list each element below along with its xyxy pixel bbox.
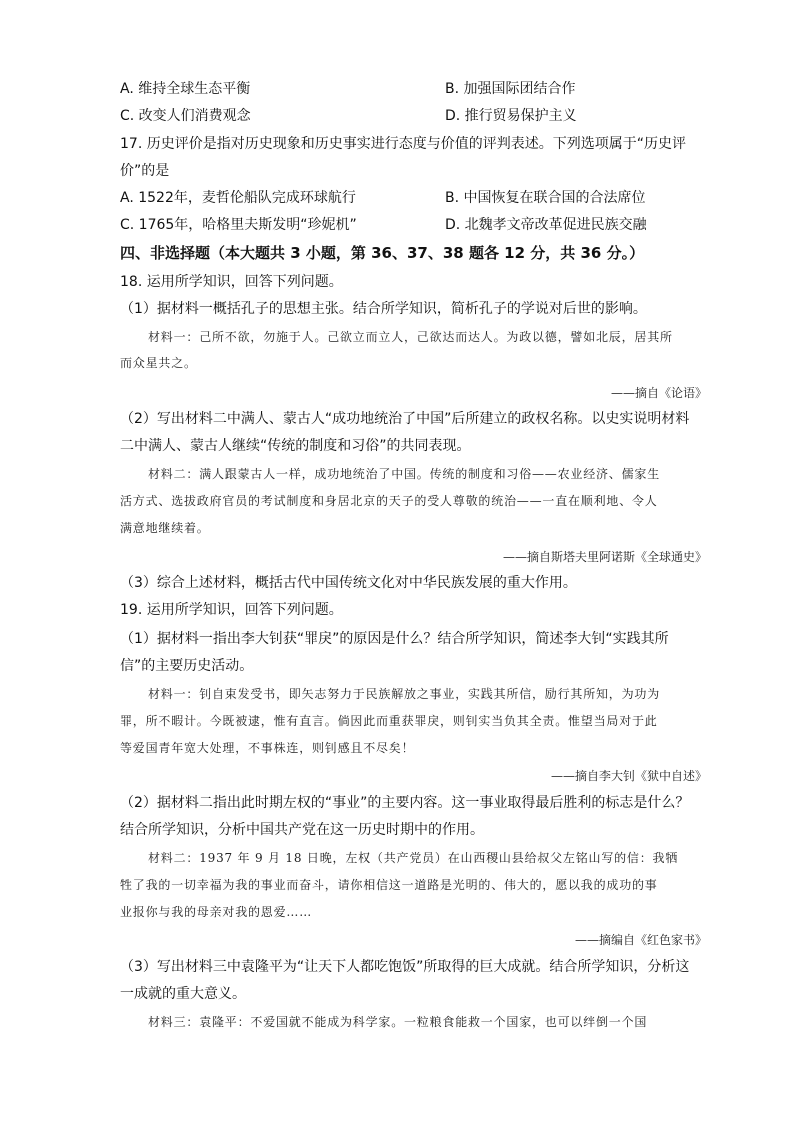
q18-sub3: （3）综合上述材料，概括古代中国传统文化对中华民族发展的重大作用。: [120, 575, 577, 591]
q19-material2-source: ——摘编自《红色家书》: [574, 933, 707, 947]
q18-material2-cont1: 活方式、选拔政府官员的考试制度和身居北京的天子的受人尊敬的统治——一直在顺利地、令人: [120, 494, 658, 508]
q17-option-b: B. 中国恢复在联合国的合法席位: [445, 190, 646, 206]
q18-sub2: （2）写出材料二中满人、蒙古人“成功地统治了中国”后所建立的政权名称。以史实说明材料: [120, 411, 690, 427]
q19-sub1: （1）据材料一指出李大钊获“罪戾”的原因是什么？结合所学知识，简述李大钊“实践其所: [120, 631, 669, 647]
q19-title: 19. 运用所学知识，回答下列问题。: [120, 602, 343, 618]
q18-material2: 材料二：满人跟蒙古人一样，成功地统治了中国。传统的制度和习俗——农业经济、儒家生: [148, 467, 661, 481]
q18-material1-source: ——摘自《论语》: [610, 386, 707, 400]
q19-material2-cont2: 业报你与我的母亲对我的恩爱……: [120, 905, 313, 919]
q19-sub2-cont: 结合所学知识，分析中国共产党在这一历史时期中的作用。: [120, 822, 484, 838]
q19-sub3: （3）写出材料三中袁隆平为“让天下人都吃饱饭”所取得的巨大成就。结合所学知识，分析这: [120, 959, 690, 975]
q19-sub3-cont: 一成就的重大意义。: [120, 986, 246, 1002]
q18-title: 18. 运用所学知识，回答下列问题。: [120, 274, 343, 290]
q16-option-b: B. 加强国际团结合作: [445, 81, 576, 97]
q16-option-d: D. 推行贸易保护主义: [445, 108, 577, 124]
q19-material1-cont1: 罪，所不暇计。今既被逮，惟有直言。倘因此而重获罪戾，则钊实当负其全责。惟望当局对于此: [120, 714, 658, 728]
q19-sub1-cont: 信”的主要历史活动。: [120, 658, 254, 674]
q17-stem-cont: 价”的是: [120, 163, 170, 179]
q18-material2-source: ——摘自斯塔夫里阿诺斯《全球通史》: [502, 550, 707, 564]
q18-sub2-cont: 二中满人、蒙古人继续“传统的制度和习俗”的共同表现。: [120, 438, 471, 454]
section-heading: 四、非选择题（本大题共 3 小题，第 36、37、38 题各 12 分，共 36 分。）: [120, 244, 645, 262]
q19-material2-cont1: 牲了我的一切幸福为我的事业而奋斗，请你相信这一道路是光明的、伟大的，愿以我的成功的事: [120, 878, 658, 892]
q18-material1-cont: 而众星共之。: [120, 356, 197, 370]
q18-material2-cont2: 满意地继续着。: [120, 521, 210, 535]
q19-material1-cont2: 等爱国青年宽大处理，不事株连，则钊感且不尽矣！: [120, 741, 415, 755]
q17-option-d: D. 北魏孝文帝改革促进民族交融: [445, 217, 647, 233]
q16-option-c: C. 改变人们消费观念: [120, 108, 251, 124]
q18-material1: 材料一：己所不欲，勿施于人。己欲立而立人，己欲达而达人。为政以德，譬如北辰，居其所: [148, 330, 673, 344]
q17-stem: 17. 历史评价是指对历史现象和历史事实进行态度与价值的评判表述。下列选项属于“历史评: [120, 136, 686, 152]
q17-option-a: A. 1522年，麦哲伦船队完成环球航行: [120, 190, 356, 206]
q19-sub2: （2）据材料二指出此时期左权的“事业”的主要内容。这一事业取得最后胜利的标志是什么？: [120, 795, 690, 811]
q19-material1: 材料一：钊自束发受书，即矢志努力于民族解放之事业，实践其所信，励行其所知，为功为: [148, 687, 661, 701]
q16-option-a: A. 维持全球生态平衡: [120, 81, 251, 97]
q19-material3: 材料三：袁隆平：不爱国就不能成为科学家。一粒粮食能救一个国家，也可以绊倒一个国: [148, 1015, 648, 1029]
q19-material2: 材料二：1937 年 9 月 18 日晚，左权（共产党员）在山西稷山县给叔父左铭山写的信：我牺: [148, 851, 679, 865]
q18-sub1: （1）据材料一概括孔子的思想主张。结合所学知识，简析孔子的学说对后世的影响。: [120, 301, 647, 317]
q17-option-c: C. 1765年，哈格里夫斯发明“珍妮机”: [120, 217, 357, 233]
q19-material1-source: ——摘自李大钊《狱中自述》: [550, 769, 707, 783]
